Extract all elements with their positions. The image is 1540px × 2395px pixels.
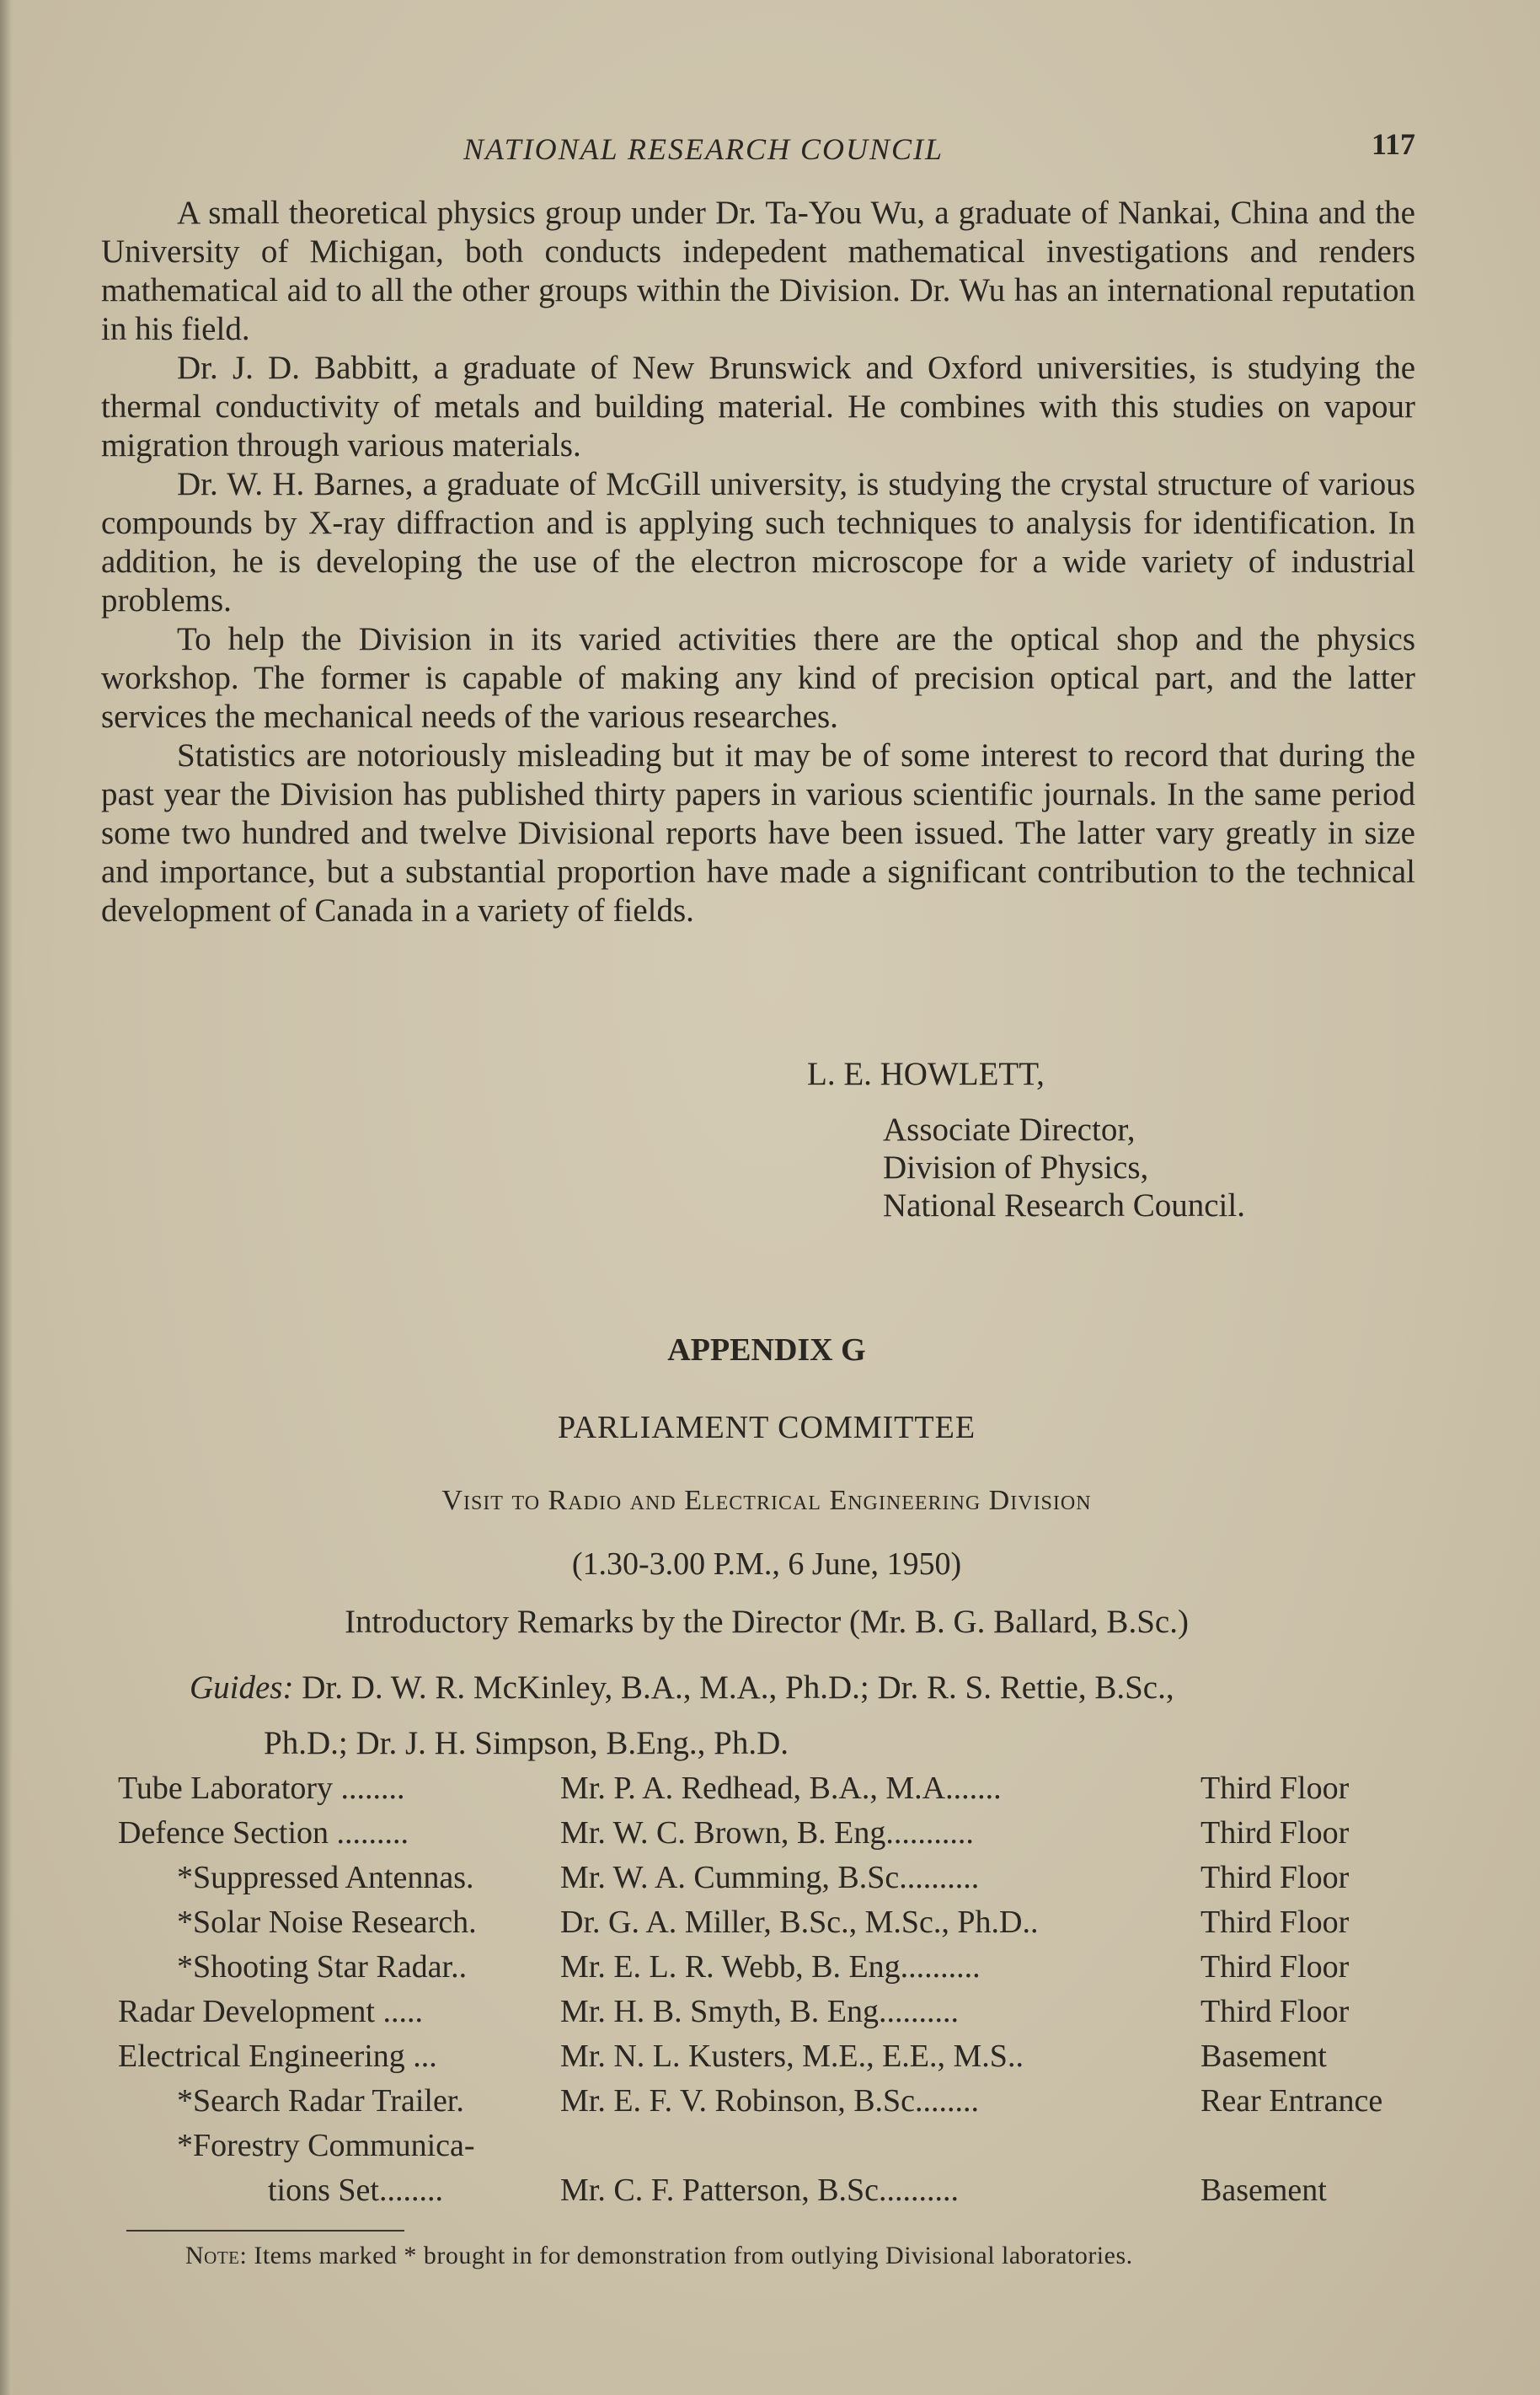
guides-names-1: Dr. D. W. R. McKinley, B.A., M.A., Ph.D.; Dr. R. S. Rettie, B.Sc.,: [302, 1669, 1174, 1706]
paragraph: Dr. W. H. Barnes, a graduate of McGill university, is studying the crystal structure of various compounds by X-ray diffraction and is applying such techniques to analysis for identification. In addition, he is developing the use of the electron microscope for a wide variety of industrial problems.: [101, 466, 1415, 619]
schedule-section: *Shooting Star Radar..: [177, 1949, 468, 1985]
schedule-person: Dr. G. A. Miller, B.Sc., M.Sc., Ph.D..: [560, 1905, 1039, 1940]
guides-label: Guides:: [190, 1669, 294, 1706]
signature-line: Division of Physics,: [883, 1149, 1149, 1186]
signature-name: L. E. HOWLETT,: [807, 1056, 1045, 1092]
schedule-row: [118, 2038, 1432, 2082]
running-head-title: NATIONAL RESEARCH COUNCIL: [463, 132, 944, 166]
schedule-row: [118, 1770, 1432, 1814]
footnote-text: Items marked * brought in for demonstration from outlying Divisional laboratories.: [254, 2242, 1133, 2269]
schedule-location: Third Floor: [1200, 1994, 1350, 2029]
schedule-section: *Forestry Communica-: [177, 2128, 475, 2163]
schedule-section: *Solar Noise Research.: [177, 1905, 477, 1940]
schedule-row: [118, 1904, 1432, 1948]
footnote-label: Note:: [185, 2242, 248, 2269]
appendix-subtitle: PARLIAMENT COMMITTEE: [557, 1410, 976, 1445]
schedule-location: Rear Entrance: [1200, 2083, 1383, 2119]
schedule-location: Third Floor: [1200, 1860, 1350, 1895]
schedule-row: [118, 2127, 1432, 2172]
signature-titles: [883, 1111, 1245, 1224]
schedule-person: Mr. W. C. Brown, B. Eng...........: [560, 1815, 974, 1851]
schedule-row: [118, 2172, 1432, 2214]
schedule-location: Basement: [1200, 2173, 1327, 2208]
schedule-section: Tube Laboratory ........: [118, 1771, 405, 1806]
schedule-row: [118, 1948, 1432, 1993]
footnote-rule: [126, 2230, 404, 2232]
schedule-row: [118, 1859, 1432, 1904]
body-text: [101, 194, 1415, 930]
paragraph: Dr. J. D. Babbitt, a graduate of New Brunswick and Oxford universities, is studying the thermal conductivity of metals and building material. He combines with this studies on vapour migration through various materials.: [101, 350, 1415, 463]
page-number: 117: [1371, 127, 1415, 161]
schedule-person: Mr. E. L. R. Webb, B. Eng..........: [560, 1949, 981, 1985]
appendix-visit-heading: Visit to Radio and Electrical Engineering Division: [441, 1485, 1092, 1516]
appendix-time: (1.30-3.00 P.M., 6 June, 1950): [571, 1546, 962, 1582]
paragraph: To help the Division in its varied activities there are the optical shop and the physics workshop. The former is capable of making any kind of precision optical part, and the latter services the mechanical needs of the various researches.: [101, 621, 1415, 735]
appendix-title: APPENDIX G: [667, 1332, 866, 1368]
running-head: [101, 126, 1415, 169]
schedule-table: [118, 1770, 1432, 2214]
signature-line: Associate Director,: [883, 1112, 1136, 1148]
schedule-row: [118, 1993, 1432, 2038]
schedule-person: Mr. H. B. Smyth, B. Eng..........: [560, 1994, 959, 2029]
schedule-person: Mr. W. A. Cumming, B.Sc..........: [560, 1860, 980, 1895]
schedule-section: *Suppressed Antennas.: [177, 1860, 474, 1895]
appendix-intro: Introductory Remarks by the Director (Mr. B. G. Ballard, B.Sc.): [345, 1604, 1189, 1640]
schedule-location: Third Floor: [1200, 1771, 1350, 1806]
schedule-section: Defence Section .........: [118, 1815, 409, 1851]
schedule-location: Third Floor: [1200, 1905, 1350, 1940]
schedule-person: Mr. C. F. Patterson, B.Sc..........: [560, 2173, 960, 2208]
schedule-location: Basement: [1200, 2039, 1327, 2074]
guides-names-2: Ph.D.; Dr. J. H. Simpson, B.Eng., Ph.D.: [264, 1725, 789, 1761]
schedule-row: [118, 1814, 1432, 1859]
schedule-row: [118, 2082, 1432, 2127]
schedule-person: Mr. N. L. Kusters, M.E., E.E., M.S..: [560, 2039, 1024, 2074]
guides-block: [190, 1660, 1436, 1771]
schedule-location: Third Floor: [1200, 1949, 1350, 1985]
paragraph: Statistics are notoriously misleading but it may be of some interest to record that during the past year the Division has published thirty papers in various scientific journals. In the same period some two hundred and twelve Divisional reports have been issued. The latter vary greatly in size and importance, but a substantial proportion have made a significant contribution to the technical development of Canada in a variety of fields.: [101, 737, 1415, 929]
schedule-location: Third Floor: [1200, 1815, 1350, 1851]
schedule-person: Mr. P. A. Redhead, B.A., M.A.......: [560, 1771, 1002, 1806]
footnote: [185, 2242, 1449, 2270]
schedule-section: Radar Development .....: [118, 1994, 423, 2029]
schedule-person: Mr. E. F. V. Robinson, B.Sc........: [560, 2083, 980, 2119]
signature-block: [807, 1055, 1245, 1224]
page-edge: [0, 0, 12, 2395]
schedule-section: tions Set........: [268, 2173, 443, 2208]
schedule-section: *Search Radar Trailer.: [177, 2083, 464, 2119]
signature-line: National Research Council.: [883, 1187, 1245, 1224]
paragraph: A small theoretical physics group under Dr. Ta-You Wu, a graduate of Nankai, China and the University of Michigan, both conducts indepedent mathematical investigations and renders mathematical aid to all the other groups within the Division. Dr. Wu has an international reputation in his field.: [101, 195, 1415, 347]
guides-line-1: [190, 1660, 1436, 1716]
schedule-section: Electrical Engineering ...: [118, 2039, 437, 2074]
